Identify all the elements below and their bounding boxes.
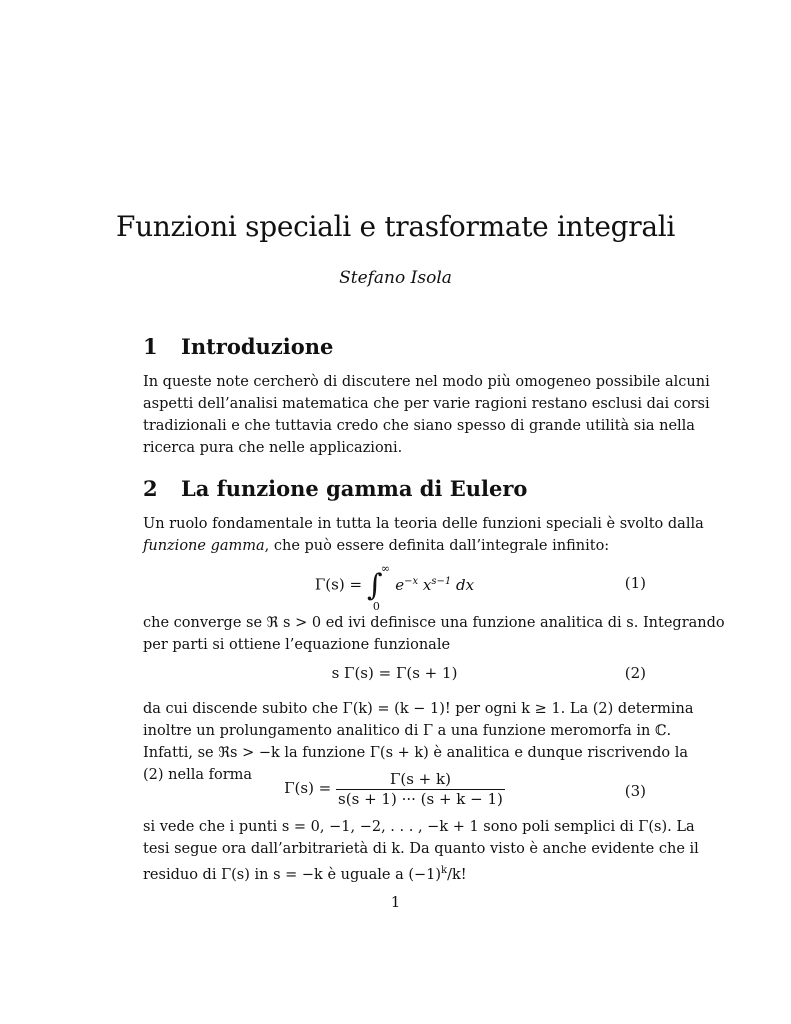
equation-tag: (3) (624, 782, 646, 800)
section-heading-gamma (143, 476, 527, 501)
fraction (336, 770, 505, 808)
page-number: 1 (390, 893, 401, 911)
section-title: Introduzione (181, 334, 334, 359)
text-line: tradizionali e che tuttavia credo che siano spesso di grande utilità sia nella (143, 418, 695, 434)
text-line: ricerca pura che nelle applicazioni. (143, 440, 403, 456)
paragraph-after-eq1 (143, 612, 725, 656)
equation-3 (143, 770, 646, 816)
text-line: per parti si ottiene l’equazione funzionale (143, 637, 451, 653)
intro-paragraph (143, 371, 710, 459)
integral-upper-limit: ∞ (380, 562, 390, 575)
paragraph-after-eq3 (143, 816, 699, 886)
text-line: In queste note cercherò di discutere nel modo più omogeneo possibile alcuni (143, 374, 710, 390)
gamma-intro-paragraph (143, 513, 704, 557)
text-line: (2) nella forma (143, 767, 253, 783)
section-number: 2 (143, 476, 158, 501)
equation-tag: (2) (624, 664, 646, 682)
section-heading-introduzione (143, 334, 333, 359)
text-line: si vede che i punti s = 0, −1, −2, . . . , −k + 1 sono poli semplici di Γ(s). La (143, 819, 695, 835)
section-title: La funzione gamma di Eulero (181, 476, 528, 501)
text-line: da cui discende subito che Γ(k) = (k − 1)! per ogni k ≥ 1. La (2) determina (143, 701, 694, 717)
emphasis-term: funzione gamma (143, 538, 265, 554)
equation-lhs: Γ(s) = (314, 575, 363, 594)
author-name: Stefano Isola (339, 268, 452, 288)
text-line: che converge se ℜ s > 0 ed ivi definisce una funzione analitica di s. Integrando (143, 615, 725, 631)
text-line: tesi segue ora dall’arbitrarietà di k. Da quanto visto è anche evidente che il (143, 841, 699, 857)
text-line: Un ruolo fondamentale in tutta la teoria delle funzioni speciali è svolto dalla (143, 516, 704, 532)
equation-lhs: Γ(s) = (284, 779, 332, 797)
text-line: residuo di Γ(s) in s = −k è uguale a $(-1)^k/k$! (143, 865, 467, 883)
fraction-denominator: s(s + 1) ··· (s + k − 1) (338, 790, 503, 808)
text-line: inoltre un prolungamento analitico di Γ a una funzione meromorfa in ℂ. (143, 723, 672, 739)
integral-lower-limit: 0 (372, 600, 380, 613)
section-number: 1 (143, 334, 158, 359)
text-line: aspetti dell’analisi matematica che per varie ragioni restano esclusi dai corsi (143, 396, 710, 412)
equation-1 (143, 562, 646, 613)
integral-sign: ∫ ∞ 0 (366, 562, 390, 613)
equation-tag: (1) (624, 574, 646, 592)
text-line: funzione gamma, che può essere definita dall’integrale infinito: (143, 538, 610, 554)
equation-body: s Γ(s) = Γ(s + 1) (331, 664, 458, 682)
text-line: Infatti, se ℜs > −k la funzione Γ(s + k) è analitica e dunque riscrivendo la (143, 745, 689, 761)
integrand: $e^{-x}$ $x^{s-1}$ dx (395, 575, 475, 594)
paper-title: Funzioni speciali e trasformate integrali (115, 210, 676, 243)
fraction-numerator: Γ(s + k) (336, 770, 505, 790)
